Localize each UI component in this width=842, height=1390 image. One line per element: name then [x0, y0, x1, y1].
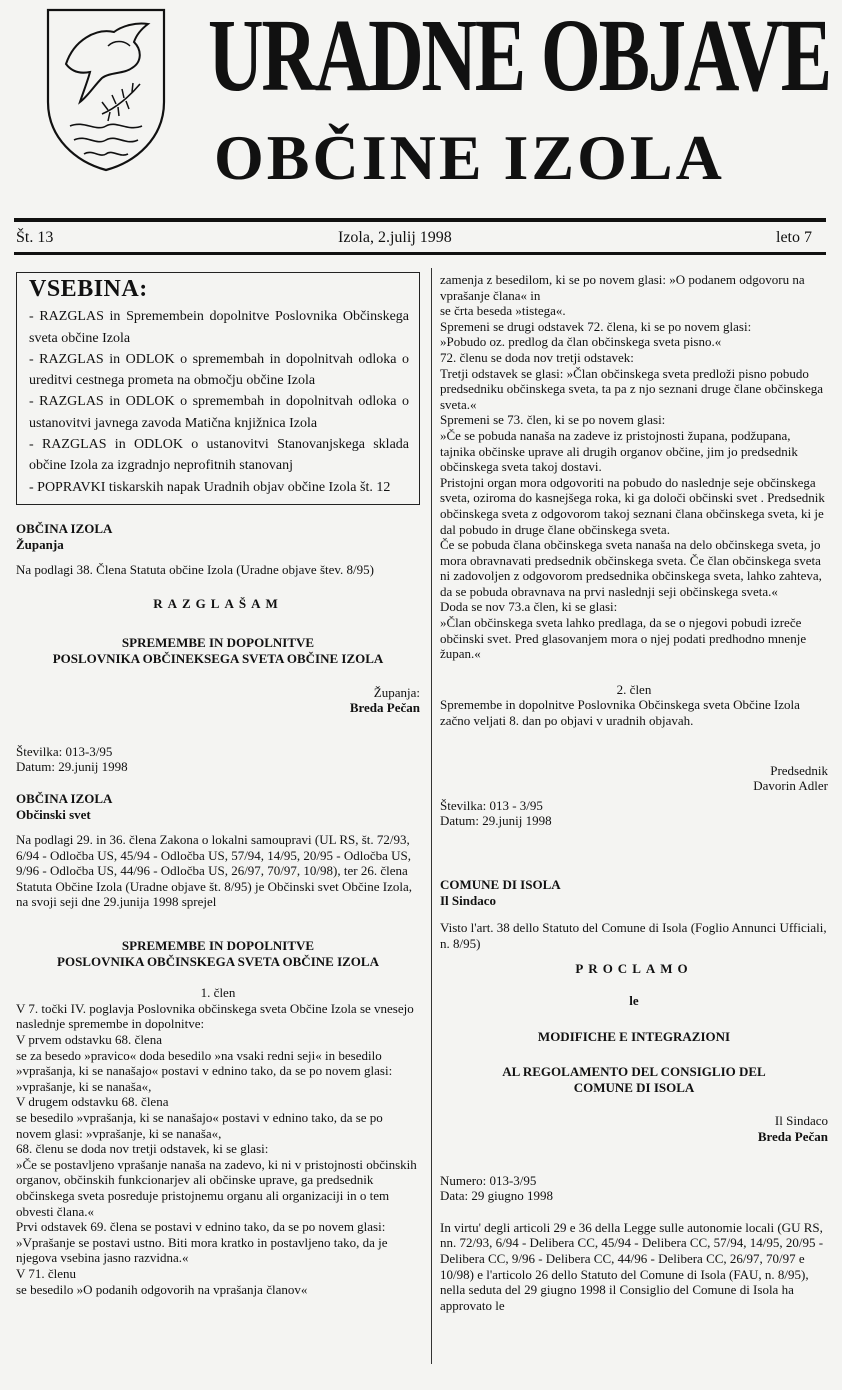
- body-paragraph: »Če se pobuda nanaša na zadeve iz pristojnosti župana, podžupana, tajnika občinske uprave ali drugih organov občine, jim jo predsednik občinskega sveta takoj dostavi.: [440, 427, 798, 475]
- issuer-name-it: COMUNE DI ISOLA: [440, 877, 561, 892]
- issue-place-date: Izola, 2.julij 1998: [338, 229, 452, 246]
- body-paragraph: se črta beseda »tistega«.: [440, 303, 566, 319]
- toc-heading: VSEBINA:: [29, 276, 148, 302]
- legal-basis: Na podlagi 29. in 36. člena Zakona o lokalni samoupravi (UL RS, št. 72/93, 6/94 - Odločba US, 45/94 - Odločba US, 57/94, 14/95, 20/95 - Odločba US, 9/96 - Odločba US, 44/96 - Odločba US, 26/97, 70/97, 10/98), ter 26. člena Statuta Občine Izola (Uradne objave št. 8/95) je Občinski svet Občine Izola, na svoji seji dne 29.junija 1998 sprejel: [16, 832, 413, 910]
- body-paragraph: V prvem odstavku 68. člena: [16, 1032, 162, 1048]
- act-title: SPREMEMBE IN DOPOLNITVE: [121, 938, 315, 954]
- column-divider: [431, 268, 432, 1364]
- body-paragraph: Doda se nov 73.a člen, ki se glasi:: [440, 599, 618, 615]
- body-paragraph: »Vprašanje se postavi ustno. Biti mora kratko in postavljeno tako, da je njegova vsebina jasno razvidna.«: [16, 1234, 388, 1266]
- article-heading: 1. člen: [200, 985, 236, 1001]
- body-paragraph: zamenja z besedilom, ki se po novem glasi: »O podanem odgovoru na vprašanje člana« in: [440, 272, 805, 303]
- toc-item: - RAZGLAS in Spremembein dopolnitve Poslovnika Občinskega sveta občine Izola: [29, 309, 409, 346]
- left-column: [16, 272, 420, 1297]
- issuer-name: OBČINA IZOLA: [16, 520, 113, 536]
- proclamation-article-it: le: [629, 992, 639, 1008]
- coat-of-arms-icon: [44, 6, 168, 174]
- act-title-line2: POSLOVNIKA OBČINSKEGA SVETA OBČINE IZOLA: [57, 953, 379, 969]
- body-paragraph: Spremeni se 73. člen, ki se po novem glasi:: [440, 412, 666, 428]
- act-title-line2: POSLOVNIKA OBČINEKSEGA SVETA OBČINE IZOLA: [52, 650, 384, 666]
- body-paragraph: se besedilo »vprašanja, ki se nanašajo« postavi v ednino tako, da se po novem glasi: »vprašanje, ki se nanaša«,: [16, 1110, 383, 1141]
- table-of-contents: [16, 272, 420, 505]
- document-number-it: Numero: 013-3/95: [440, 1172, 537, 1188]
- issue-year: leto 7: [776, 229, 812, 246]
- body-paragraph: 68. členu se doda nov tretji odstavek, ki se glasi:: [16, 1141, 269, 1157]
- legal-basis-it: In virtu' degli articoli 29 e 36 della Legge sulle autonomie locali (GU RS, nn. 72/93, 6/94 - Delibera CC, 45/94 - Delibera CC, 57/94, 14/95, 20/95 - Delibera CC, 9/96 - Delibera CC, 44/96 - Delibera CC, 26/97, 70/97 e 10/98) e l'articolo 26 dello Statuto del Comune di Isola (FAU, n. 8/95), nella seduta del 29 giugno 1998 il Consiglio del Comune di Isola ha approvato le: [440, 1219, 824, 1313]
- proclamation-heading-it: PROCLAMO: [575, 961, 693, 977]
- issuer-name: OBČINA IZOLA: [16, 790, 113, 806]
- president-role: Predsednik: [770, 762, 828, 778]
- masthead-rule-bottom: [14, 252, 826, 255]
- body-paragraph: V 7. točki IV. poglavja Poslovnika občinskega sveta Občine Izola se vnesejo naslednje spremembe in dopolnitve:: [16, 1000, 414, 1032]
- toc-item: - RAZGLAS in ODLOK o ustanovitvi Stanovanjskega sklada občine Izola za izgradnjo neprofitnih stanovanj: [29, 437, 409, 474]
- issuer-office: Županja: [16, 536, 64, 552]
- legal-basis: Na podlagi 38. Člena Statuta občine Izola (Uradne objave štev. 8/95): [16, 562, 374, 578]
- masthead-title: URADNE OBJAVE: [208, 0, 830, 113]
- body-paragraph: V 71. členu: [16, 1265, 77, 1281]
- issuer-office: Občinski svet: [16, 806, 91, 822]
- masthead-subtitle: OBČINE IZOLA: [214, 122, 725, 193]
- body-paragraph: »Če se postavljeno vprašanje nanaša na zadevo, ki ni v pristojnosti občinskih organov, občinskih funkcionarjev ali občinske uprave, ga predsednik občinskega sveta posreduje pristojnemu organu ali organizaciji in o tem obvesti člana.«: [16, 1156, 417, 1219]
- body-paragraph: Če se pobuda člana občinskega sveta nanaša na delo občinskega sveta, jo mora obravnavati predsednik občinskega sveta. Če član občinskega sveta ni zadovoljen z odgovorom predsednika občinskega sveta, lahko zahteva, da se pobuda obravnava na prvi naslednji seji občinskega sveta.«: [440, 537, 822, 599]
- signer-name-it: Breda Pečan: [757, 1128, 828, 1144]
- right-column: [440, 272, 828, 1313]
- body-paragraph: Spremembe in dopolnitve Poslovnika Občinskega sveta Občine Izola začno veljati 8. dan po objavi v uradnih objavah.: [440, 697, 800, 729]
- body-paragraph: Prvi odstavek 69. člena se postavi v ednino tako, da se po novem glasi:: [16, 1219, 386, 1235]
- president-name: Davorin Adler: [753, 778, 828, 794]
- document-date-it: Data: 29 giugno 1998: [440, 1188, 554, 1204]
- act-title-it-line3: COMUNE DI ISOLA: [573, 1079, 695, 1095]
- issuer-office-it: Il Sindaco: [440, 892, 496, 908]
- signer-role-it: Il Sindaco: [774, 1113, 828, 1129]
- toc-item: - RAZGLAS in ODLOK o spremembah in dopolnitvah odloka o ustanovitvi javnega zavoda Matična knjižnica Izola: [29, 394, 409, 431]
- toc-item: - POPRAVKI tiskarskih napak Uradnih objav občine Izola št. 12: [29, 479, 391, 495]
- act-title-it-line2: AL REGOLAMENTO DEL CONSIGLIO DEL: [502, 1064, 766, 1080]
- body-paragraph: V drugem odstavku 68. člena: [16, 1094, 169, 1110]
- body-paragraph: Pristojni organ mora odgovoriti na pobudo do naslednje seje občinskega sveta, oziroma do kasnejšega roka, ki ga določi občinski svet . Predsednik občinskega sveta z odgovorom takoj seznani člana občinskega sveta, ki je dal pobudo in druge člane občinskega sveta.: [440, 474, 825, 537]
- body-paragraph: »Član občinskega sveta lahko predlaga, da se o njegovi pobudi izreče občinski svet. Pred glasovanjem mora o njej podati predhodno mnenje župan.«: [440, 615, 807, 662]
- legal-basis-it: Visto l'art. 38 dello Statuto del Comune di Isola (Foglio Annunci Ufficiali, n. 8/95): [440, 920, 827, 951]
- article-heading: 2. člen: [616, 681, 652, 697]
- act-title: SPREMEMBE IN DOPOLNITVE: [121, 635, 315, 651]
- act-title-it: MODIFICHE E INTEGRAZIONI: [537, 1028, 731, 1044]
- document-number: Številka: 013 - 3/95: [440, 797, 543, 813]
- issue-number: Št. 13: [16, 229, 54, 246]
- signer-role: Županja:: [373, 684, 420, 700]
- body-paragraph: Spremeni se drugi odstavek 72. člena, ki se po novem glasi:: [440, 318, 752, 334]
- body-paragraph: se besedilo »O podanih odgovorih na vprašanja članov«: [16, 1281, 308, 1297]
- toc-item: - RAZGLAS in ODLOK o spremembah in dopolnitvah odloka o ureditvi cestnega prometa na območju občine Izola: [29, 351, 409, 389]
- proclamation-heading: RAZGLAŠAM: [153, 595, 283, 611]
- signer-name: Breda Pečan: [349, 700, 420, 716]
- body-paragraph: Tretji odstavek se glasi: »Član občinskega sveta predloži pisno pobudo predsedniku občinskega sveta, ta pa z njo seznani druge člane občinskega sveta.«: [440, 365, 823, 412]
- document-date: Datum: 29.junij 1998: [16, 759, 128, 775]
- masthead-rule-top: [14, 218, 826, 222]
- document-date: Datum: 29.junij 1998: [440, 813, 552, 829]
- body-paragraph: 72. členu se doda nov tretji odstavek:: [440, 349, 634, 365]
- body-paragraph: »Pobudo oz. predlog da član občinskega sveta pisno.«: [440, 334, 722, 350]
- body-paragraph: se za besedo »pravico« doda besedilo »na vsaki redni seji« in besedilo »vprašanja, ki se nanašajo« postavi v ednino tako, da se po novem glasi: »vprašanje, ki se nanaša«,: [16, 1047, 393, 1094]
- document-number: Številka: 013-3/95: [16, 743, 113, 759]
